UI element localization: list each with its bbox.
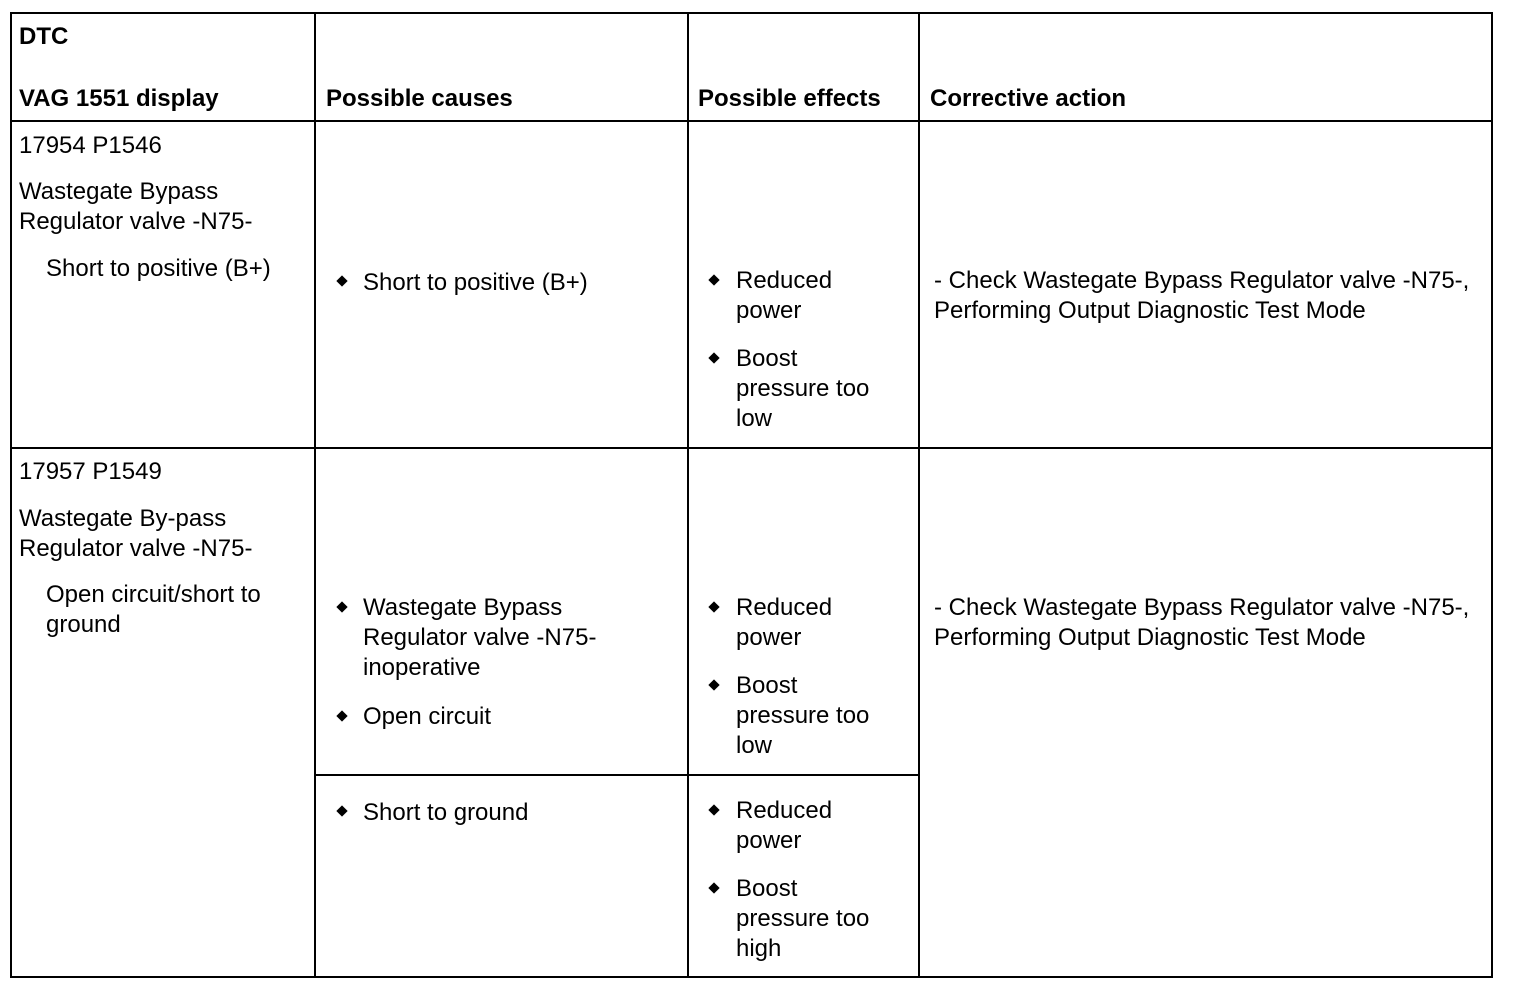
header-effects: Possible effects <box>698 85 881 112</box>
row-divider <box>10 447 1493 449</box>
header-causes: Possible causes <box>326 85 513 112</box>
cause-item: Open circuit <box>363 703 492 730</box>
dtc-component: Wastegate By-pass Regulator valve -N75- <box>19 505 253 562</box>
column-divider <box>918 12 920 978</box>
header-display: VAG 1551 display <box>19 85 219 112</box>
header-divider <box>10 120 1493 122</box>
effect-item: Reduced power <box>736 594 833 651</box>
dtc-code: 17954 P1546 <box>19 132 162 159</box>
dtc-condition: Short to positive (B+) <box>46 255 271 282</box>
corrective-action: - Check Wastegate Bypass Regulator valve -N75-, Performing Output Diagnostic Test Mode <box>934 267 1470 324</box>
cause-item: Short to ground <box>363 799 529 826</box>
dtc-code: 17957 P1549 <box>19 458 162 485</box>
header-action: Corrective action <box>930 85 1127 112</box>
header-dtc: DTC <box>19 23 69 50</box>
column-divider <box>687 12 689 978</box>
effect-item: Reduced power <box>736 267 833 324</box>
subrow-divider <box>314 774 919 776</box>
column-divider <box>314 12 316 978</box>
effect-item: Reduced power <box>736 797 833 854</box>
corrective-action: - Check Wastegate Bypass Regulator valve -N75-, Performing Output Diagnostic Test Mode <box>934 594 1470 651</box>
cause-item: Wastegate Bypass Regulator valve -N75- inoperative <box>363 594 597 681</box>
effect-item: Boost pressure too low <box>736 345 870 432</box>
dtc-condition: Open circuit/short to ground <box>46 581 261 638</box>
effect-item: Boost pressure too high <box>736 875 870 962</box>
effect-item: Boost pressure too low <box>736 672 870 759</box>
cause-item: Short to positive (B+) <box>363 269 588 296</box>
dtc-component: Wastegate Bypass Regulator valve -N75- <box>19 178 253 235</box>
